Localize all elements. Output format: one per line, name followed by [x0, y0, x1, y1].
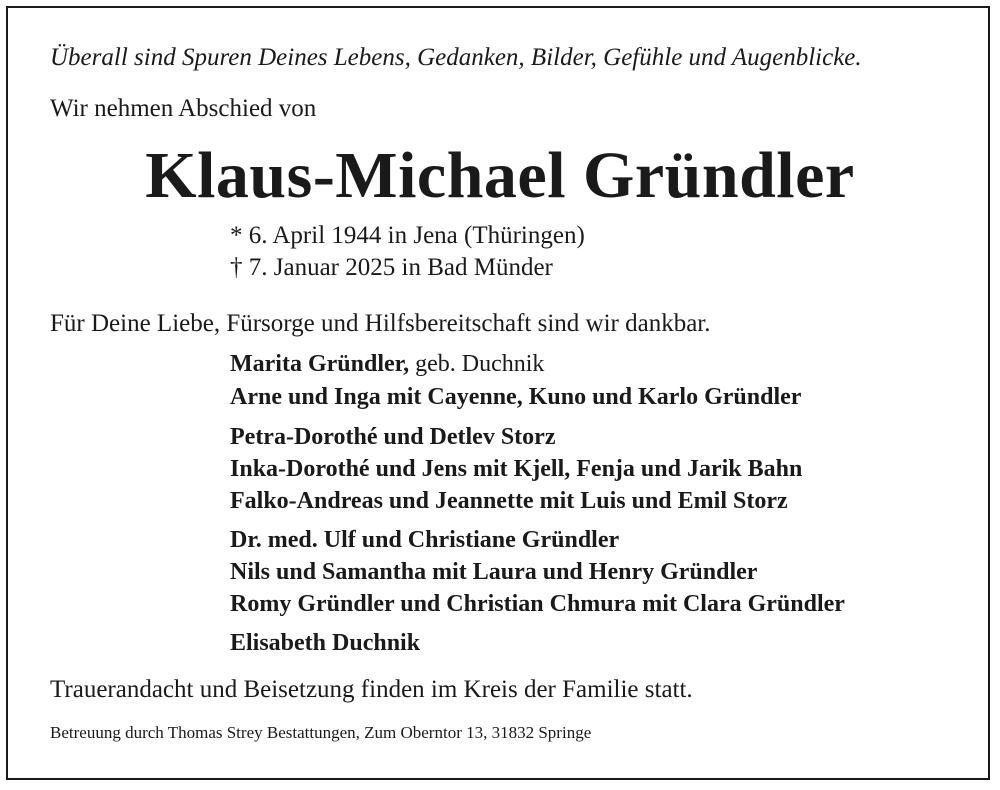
undertaker-text: Betreuung durch Thomas Strey Bestattungen, Zum Oberntor 13, 31832 Springe — [50, 723, 592, 742]
mourner-name: Nils und Samantha mit Laura und Henry Gründler — [230, 559, 758, 585]
mourner-name: Elisabeth Duchnik — [230, 630, 421, 656]
mourner-line — [230, 351, 544, 378]
mourner-name: Romy Gründler und Christian Chmura mit Clara Gründler — [230, 591, 845, 617]
mourner-name: Falko-Andreas und Jeannette mit Luis und Emil Storz — [230, 488, 788, 514]
closing-text: Trauerandacht und Beisetzung finden im Kreis der Familie statt. — [50, 676, 693, 703]
mourner-line — [230, 591, 845, 618]
mourner-line — [230, 456, 802, 483]
mourner-line — [230, 488, 788, 515]
mourner-line — [230, 559, 757, 586]
birth-date: * 6. April 1944 in Jena (Thüringen) — [230, 222, 585, 249]
mourner-name: Inka-Dorothé und Jens mit Kjell, Fenja und Jarik Bahn — [230, 456, 803, 482]
mourner-note: geb. Duchnik — [409, 351, 545, 377]
mourner-name: Marita Gründler, — [230, 351, 410, 377]
motto-text: Überall sind Spuren Deines Lebens, Gedanken, Bilder, Gefühle und Augenblicke. — [50, 44, 862, 71]
mourner-line — [230, 384, 801, 411]
mourner-line — [230, 630, 420, 657]
death-date: † 7. Januar 2025 in Bad Münder — [230, 254, 553, 281]
thanks-text: Für Deine Liebe, Fürsorge und Hilfsbereitschaft sind wir dankbar. — [50, 310, 711, 337]
intro-text: Wir nehmen Abschied von — [50, 95, 317, 122]
mourner-name: Arne und Inga mit Cayenne, Kuno und Karlo Gründler — [230, 384, 802, 410]
deceased-name: Klaus-Michael Gründler — [145, 139, 855, 212]
mourner-line — [230, 424, 555, 451]
mourner-name: Petra-Dorothé und Detlev Storz — [230, 424, 556, 450]
mourner-line — [230, 527, 619, 554]
mourner-name: Dr. med. Ulf und Christiane Gründler — [230, 527, 620, 553]
